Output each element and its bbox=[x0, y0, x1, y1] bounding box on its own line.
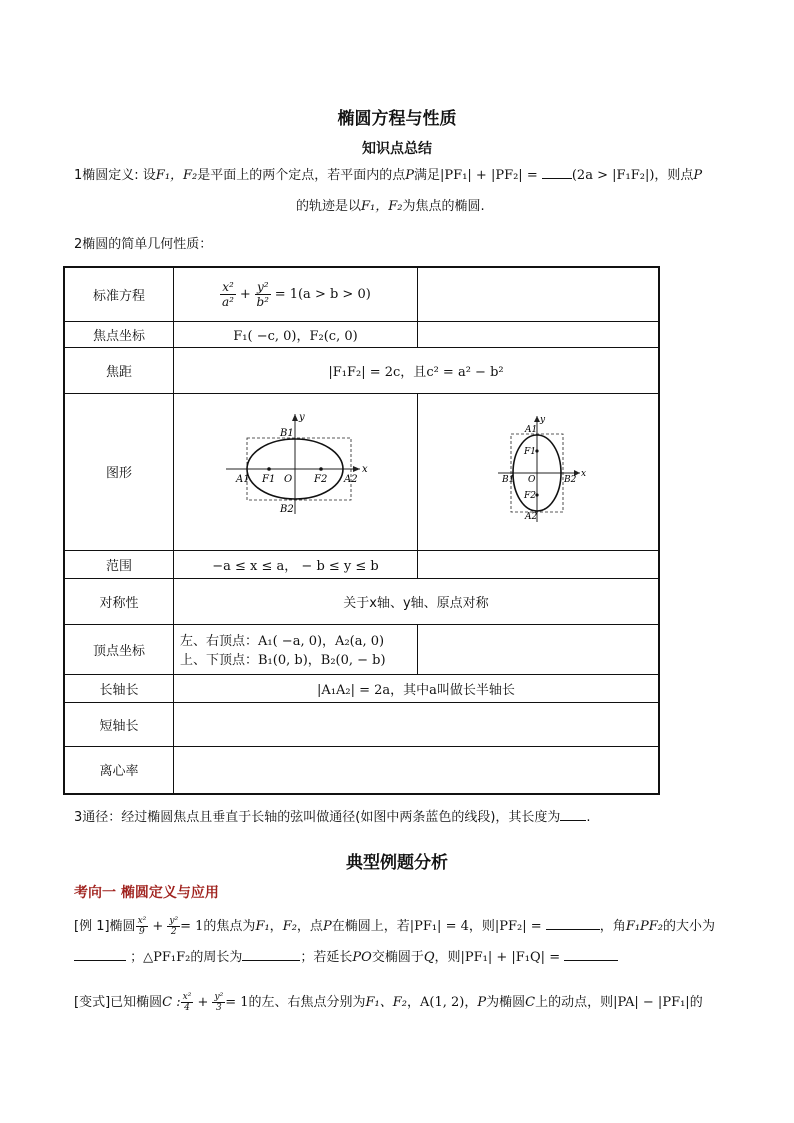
svg-text:B1: B1 bbox=[502, 474, 515, 485]
std-eq-value: $\frac{\text{x²}}{\text{a²}}$ + $\frac{\text{y²}}{\text{b²}}$ = 1(a > b > 0) bbox=[174, 267, 418, 321]
svg-text:A2: A2 bbox=[344, 473, 358, 485]
svg-text:F2: F2 bbox=[314, 473, 328, 485]
table-row bbox=[64, 267, 659, 321]
svg-text:F1: F1 bbox=[262, 473, 276, 485]
svg-text:O: O bbox=[528, 474, 536, 485]
vertex-value: 左、右顶点：A₁( −a, 0)，A₂(a, 0) 上、下顶点：B₁(0, b)，B₂(0, − b) bbox=[174, 624, 418, 674]
page-title: 椭圆方程与性质 bbox=[337, 109, 457, 129]
symmetry-value: 关于x轴、y轴、原点对称 bbox=[174, 578, 660, 624]
page-subtitle: 知识点总结 bbox=[362, 141, 432, 157]
minor-axis-label: 短轴长 bbox=[64, 702, 174, 746]
svg-text:y: y bbox=[299, 411, 305, 423]
vertex-label: 顶点坐标 bbox=[64, 624, 174, 674]
answer-blank[interactable] bbox=[242, 948, 300, 961]
svg-text:x: x bbox=[362, 463, 368, 475]
table-row bbox=[64, 393, 659, 550]
range-blank-cell[interactable] bbox=[418, 550, 660, 578]
definition-line-2: 的轨迹是以F₁，F₂为焦点的椭圆. bbox=[296, 199, 485, 214]
horizontal-ellipse-diagram bbox=[174, 394, 417, 546]
minor-axis-blank-cell[interactable] bbox=[174, 702, 660, 746]
graph-horizontal-cell bbox=[174, 393, 418, 550]
latus-rectum-line: 3通径：经过椭圆焦点且垂直于长轴的弦叫做通径(如图中两条蓝色的线段)，其长度为 . bbox=[74, 810, 591, 825]
eccentricity-label: 离心率 bbox=[64, 746, 174, 794]
table-row bbox=[64, 702, 659, 746]
section-2-label: 2椭圆的简单几何性质： bbox=[74, 237, 213, 252]
answer-blank[interactable] bbox=[564, 948, 618, 961]
symmetry-label: 对称性 bbox=[64, 578, 174, 624]
table-row bbox=[64, 746, 659, 794]
svg-text:B2: B2 bbox=[280, 503, 294, 515]
svg-text:x: x bbox=[581, 468, 587, 479]
svg-text:F1: F1 bbox=[524, 446, 536, 457]
topic-heading: 考向一 椭圆定义与应用 bbox=[74, 885, 219, 901]
graph-label: 图形 bbox=[64, 393, 174, 550]
variation-line: [变式]已知椭圆C : $\frac{\text{x²}}{4}$ + $\frac{\text{y²}}{3}$ = 1的左、右焦点分别为F₁、F₂，A(1, 2)，P为椭圆C上的动点，则|PA| − |PF₁|的 bbox=[74, 992, 703, 1013]
focal-distance-value: |F₁F₂| = 2c，且c² = a² − b² bbox=[174, 347, 660, 393]
focus-label: 焦点坐标 bbox=[64, 321, 174, 347]
svg-text:A1: A1 bbox=[525, 424, 538, 435]
table-row bbox=[64, 674, 659, 702]
table-row bbox=[64, 321, 659, 347]
answer-blank[interactable] bbox=[560, 808, 586, 821]
table-row bbox=[64, 624, 659, 674]
major-axis-value: |A₁A₂| = 2a，其中a叫做长半轴长 bbox=[174, 674, 660, 702]
svg-text:A2: A2 bbox=[525, 511, 538, 522]
answer-blank[interactable] bbox=[74, 948, 126, 961]
section-title: 典型例题分析 bbox=[346, 853, 448, 873]
vertical-ellipse-diagram bbox=[418, 394, 660, 546]
focal-distance-label: 焦距 bbox=[64, 347, 174, 393]
std-eq-blank-cell[interactable] bbox=[418, 267, 660, 321]
eccentricity-blank-cell[interactable] bbox=[174, 746, 660, 794]
svg-text:O: O bbox=[284, 473, 293, 485]
svg-text:A1: A1 bbox=[236, 473, 250, 485]
svg-text:B1: B1 bbox=[280, 427, 294, 439]
svg-text:y: y bbox=[540, 414, 546, 425]
table-row bbox=[64, 550, 659, 578]
example-1-line-2: ；△PF₁F₂的周长为 ；若延长PO交椭圆于Q，则|PF₁| + |F₁Q| = bbox=[74, 948, 618, 967]
range-label: 范围 bbox=[64, 550, 174, 578]
ellipse-properties-table bbox=[63, 266, 660, 795]
range-value: −a ≤ x ≤ a， − b ≤ y ≤ b bbox=[174, 550, 418, 578]
answer-blank[interactable] bbox=[546, 917, 600, 930]
definition-line-1: 1椭圆定义: 设F₁，F₂是平面上的两个定点，若平面内的点P满足|PF₁| + |PF₂| = (2a > |F₁F₂|)，则点P bbox=[74, 168, 703, 183]
major-axis-label: 长轴长 bbox=[64, 674, 174, 702]
table-row bbox=[64, 347, 659, 393]
vertex-blank-cell[interactable] bbox=[418, 624, 660, 674]
answer-blank[interactable] bbox=[542, 166, 572, 179]
graph-vertical-cell bbox=[418, 393, 660, 550]
svg-text:F2: F2 bbox=[524, 490, 536, 501]
svg-text:B2: B2 bbox=[564, 474, 577, 485]
focus-blank-cell[interactable] bbox=[418, 321, 660, 347]
std-eq-label: 标准方程 bbox=[64, 267, 174, 321]
focus-value: F₁( −c, 0)，F₂(c, 0) bbox=[174, 321, 418, 347]
example-1-line-1: [例 1]椭圆 $\frac{\text{x²}}{9}$ + $\frac{\text{y²}}{2}$ = 1的焦点为F₁，F₂，点P在椭圆上，若|PF₁| = 4，则|PF₂| = ，角F₁PF₂的大小为 bbox=[74, 916, 716, 937]
table-row bbox=[64, 578, 659, 624]
